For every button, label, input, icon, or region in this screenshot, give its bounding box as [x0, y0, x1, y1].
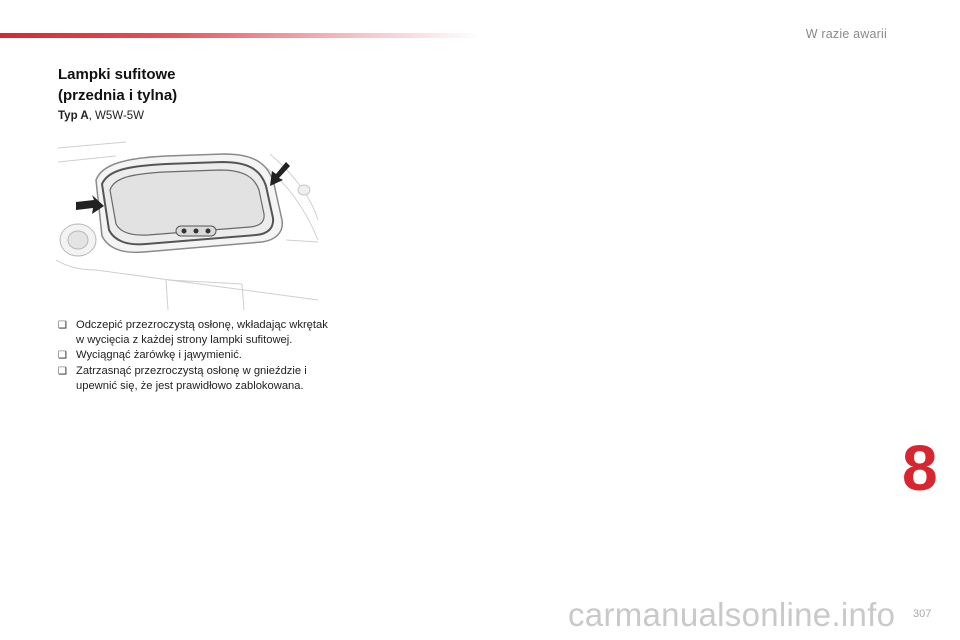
section-title-line-2: (przednia i tylna)	[58, 87, 178, 104]
section-title-line-1: Lampki sufitowe	[58, 66, 176, 83]
step-text: Odczepić przezroczystą osłonę, wkładając wkrętak w wycięcia z każdej strony lampki sufitowej.	[76, 319, 328, 347]
bulb-type-value: , W5W-5W	[88, 110, 145, 122]
lamp-lens	[110, 170, 264, 235]
section-header: W razie awarii	[805, 27, 887, 41]
instruction-step	[58, 348, 328, 363]
step-text: Wyciągnąć żarówkę i jąwymienić.	[76, 349, 242, 362]
lamp-switch	[176, 226, 216, 236]
instruction-step	[58, 318, 328, 348]
bulb-type	[58, 110, 144, 122]
step-bullet-icon: ❑	[58, 320, 67, 331]
page-number: 307	[913, 608, 932, 620]
knob-shape	[60, 224, 96, 256]
chapter-number: 8	[902, 432, 938, 504]
step-bullet-icon: ❑	[58, 365, 67, 377]
ceiling-lamp-illustration	[56, 140, 320, 312]
instruction-steps	[58, 318, 328, 394]
instruction-step	[58, 364, 328, 394]
section-title	[58, 64, 177, 106]
bulb-type-label: Typ A	[58, 110, 89, 122]
arrow-right	[270, 162, 290, 186]
watermark: carmanualsonline.info	[568, 596, 896, 633]
header-accent-bar	[0, 33, 480, 38]
step-bullet-icon: ❑	[58, 350, 67, 362]
step-text: Zatrzasnąć przezroczystą osłonę w gnieździe i upewnić się, że jest prawidłowo zablokowana.	[76, 364, 307, 392]
